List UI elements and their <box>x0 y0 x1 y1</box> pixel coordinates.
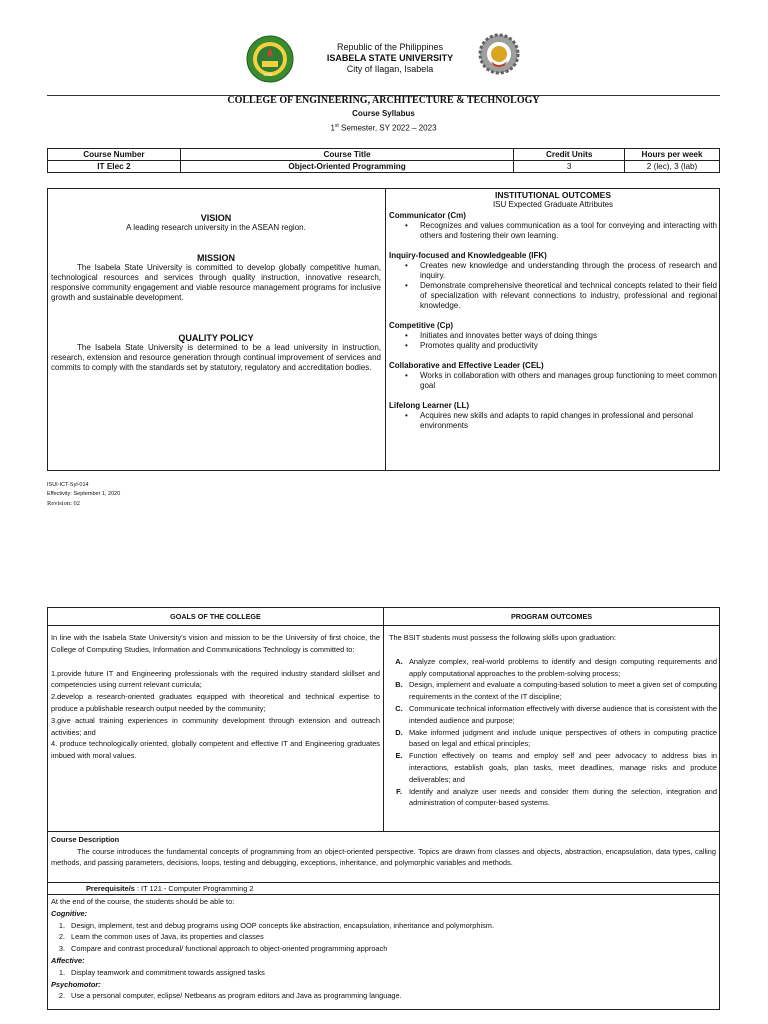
semester-rest: Semester, SY 2022 – 2023 <box>338 123 437 133</box>
goal-item: 3.give actual training experiences in community development through extension and outreach activities; and <box>51 715 380 737</box>
outcomes-title: INSTITUTIONAL OUTCOMES <box>494 190 611 200</box>
goal-item: 4. produce technologically oriented, globally competent and effective IT and Engineering graduates imbued with moral values. <box>51 739 380 761</box>
program-outcomes-intro: The BSIT students must possess the following skills upon graduation: <box>389 633 617 642</box>
goals-header-rule <box>48 625 719 626</box>
university-header <box>290 42 490 75</box>
doc-effectivity: Effectivity: September 1, 2020 <box>47 491 121 497</box>
outcome-item: • Recognizes and values communication as a tool for conveying and interacting with others and fostering their own learning. <box>389 221 717 241</box>
goal-item: 1.provide future IT and Engineering professionals with the required industry standard skillset and competencies using current relevant curricula; <box>51 668 380 690</box>
goals-divider <box>383 608 384 831</box>
vision-text: A leading research university in the ASEAN region. <box>126 223 306 232</box>
cognitive-item: 1. Design, implement, test and debug programs using OOP concepts like abstraction, encapsulation, inheritance and polymorphism. <box>58 920 495 930</box>
col-course-title: Course Title <box>180 149 513 161</box>
program-outcome-item: E. Function effectively on teams and employ self and peer advocacy to address bias in interactions, establish goals, plan tasks, meet deadlines, manage risks and produce deliverables; and <box>395 751 717 784</box>
semester-num: 1 <box>330 123 335 133</box>
goal-item: 2.develop a research-oriented graduates equipped with theoretical and technical expertise to produce a publishable research output needed by the community; <box>51 692 380 713</box>
program-outcome-item: A. Analyze complex, real-world problems to identify and design computing requirements and apply computational approaches to the problem-solving process; <box>395 656 717 678</box>
vision-outcomes-box <box>47 188 720 471</box>
outcome-item: • Creates new knowledge and understanding through the process of research and inquiry. <box>389 261 717 281</box>
outcome-item: • Works in collaboration with others and manages group functioning to meet common goal <box>389 371 717 391</box>
country-line: Republic of the Philippines <box>336 42 444 52</box>
outcome-heading: Collaborative and Effective Leader (CEL) <box>389 361 544 370</box>
col-hours-week: Hours per week <box>625 149 720 161</box>
box-divider <box>385 189 386 470</box>
goals-title: GOALS OF THE COLLEGE <box>170 612 261 621</box>
doc-code: ISUI-ICT-Syl-014 <box>47 482 89 488</box>
hours-week: 2 (lec), 3 (lab) <box>625 161 720 173</box>
cognitive-item: 3. Compare and contrast procedural/ functional approach to object-oriented programming approach <box>58 944 388 954</box>
vmq-column <box>51 213 381 373</box>
prerequisite-value: : IT 121 - Computer Programming 2 <box>134 884 254 893</box>
course-description-title: Course Description <box>51 835 120 844</box>
outcome-item: • Promotes quality and productivity <box>389 341 717 351</box>
course-info-table <box>47 148 720 173</box>
psychomotor-item: 2. Use a personal computer, eclipse/ Netbeans as program editors and Java as programming language. <box>58 991 402 1001</box>
affective-item: 1. Display teamwork and commitment towards assigned tasks <box>58 967 265 977</box>
semester-line <box>47 121 720 134</box>
logo-year: 1978 <box>263 72 272 77</box>
doc-revision: Revision: 02 <box>47 500 81 507</box>
col-course-number: Course Number <box>48 149 181 161</box>
cognitive-label: Cognitive: <box>51 908 88 918</box>
document-meta <box>47 481 120 508</box>
program-outcomes-content <box>389 632 717 809</box>
institutional-outcomes <box>389 190 717 431</box>
outcome-heading: Communicator (Cm) <box>389 211 466 220</box>
course-description-text: The course introduces the fundamental concepts of programming from an object-oriented perspective. Topics are drawn from classes and objects, abstraction, encapsulation, data types, calling methods, and passing parameters, decisions, loops, testing and debugging, exceptions, inheritance, and polymorphic variables and methods. <box>51 846 716 867</box>
outcomes-subtitle: ISU Expected Graduate Attributes <box>492 200 614 209</box>
outcome-item: • Demonstrate comprehensive theoretical and technical concepts related to their field of specialization with relevant connections to industry, professional and regional knowledge. <box>389 281 717 311</box>
cognitive-item: 2. Learn the common uses of Java, its properties and classes <box>58 932 264 942</box>
quality-policy-text: The Isabela State University is determined to be a lead university in instruction, research, extension and resource generation through continual improvement of services and commits to comply with the standards set by statutory, regulatory and accreditation bodies. <box>51 343 381 372</box>
outcome-item: • Initiates and innovates better ways of doing things <box>389 331 717 341</box>
objectives-box <box>47 894 720 1010</box>
goals-outcomes-box <box>47 607 720 832</box>
semester-sup: st <box>334 123 339 129</box>
col-credit-units: Credit Units <box>514 149 625 161</box>
affective-label: Affective: <box>51 955 85 965</box>
iso-seal-icon <box>478 33 520 75</box>
doc-type: Course Syllabus <box>352 109 415 118</box>
vision-title: VISION <box>200 213 232 223</box>
goals-intro: In line with the Isabela State University's vision and mission to be the University of first choice, the College of Computing Studies, Information and Communications Technology is committed to: <box>51 633 380 654</box>
outcome-heading: Competitive (Cp) <box>389 321 453 330</box>
outcome-heading: Inquiry-focused and Knowledgeable (IFK) <box>389 251 547 260</box>
course-number: IT Elec 2 <box>48 161 181 173</box>
objectives-intro: At the end of the course, the students should be able to: <box>51 897 235 906</box>
program-outcomes-title: PROGRAM OUTCOMES <box>510 612 593 621</box>
psychomotor-label: Psychomotor: <box>51 979 101 989</box>
prerequisite-label: Prerequisite/s <box>86 884 135 893</box>
isu-logo <box>246 35 294 83</box>
program-outcome-item: C. Communicate technical information effectively with diverse audience that is consistent with the intended audience and purpose; <box>395 703 717 725</box>
credit-units: 3 <box>514 161 625 173</box>
college-title: COLLEGE OF ENGINEERING, ARCHITECTURE & TECHNOLOGY <box>227 95 540 106</box>
city-line: City of Ilagan, Isabela <box>346 64 434 74</box>
course-description-box <box>47 831 720 883</box>
program-outcome-item: B. Design, implement and evaluate a computing-based solution to meet a given set of computing requirements in the context of the IT discipline; <box>395 680 717 702</box>
mission-title: MISSION <box>196 253 235 263</box>
mission-text: The Isabela State University is committed to develop globally competitive human, technological resources and services through quality instruction, innovative research, responsive community engagement and viable resource management programs for inclusive growth and sustainable development. <box>51 263 381 302</box>
university-name: ISABELA STATE UNIVERSITY <box>326 53 454 63</box>
program-outcome-item: D. Make informed judgment and include unique perspectives of others in computing practice based on legal and ethical principles; <box>395 727 717 749</box>
program-outcome-item: F. Identify and analyze user needs and consider them during the selection, integration and administration of computer-based systems. <box>396 786 717 808</box>
quality-policy-title: QUALITY POLICY <box>178 333 254 343</box>
course-title: Object-Oriented Programming <box>180 161 513 173</box>
outcome-heading: Lifelong Learner (LL) <box>389 401 469 410</box>
outcome-item: • Acquires new skills and adapts to rapid changes in professional and personal environments <box>389 411 717 431</box>
goals-content <box>51 632 380 762</box>
